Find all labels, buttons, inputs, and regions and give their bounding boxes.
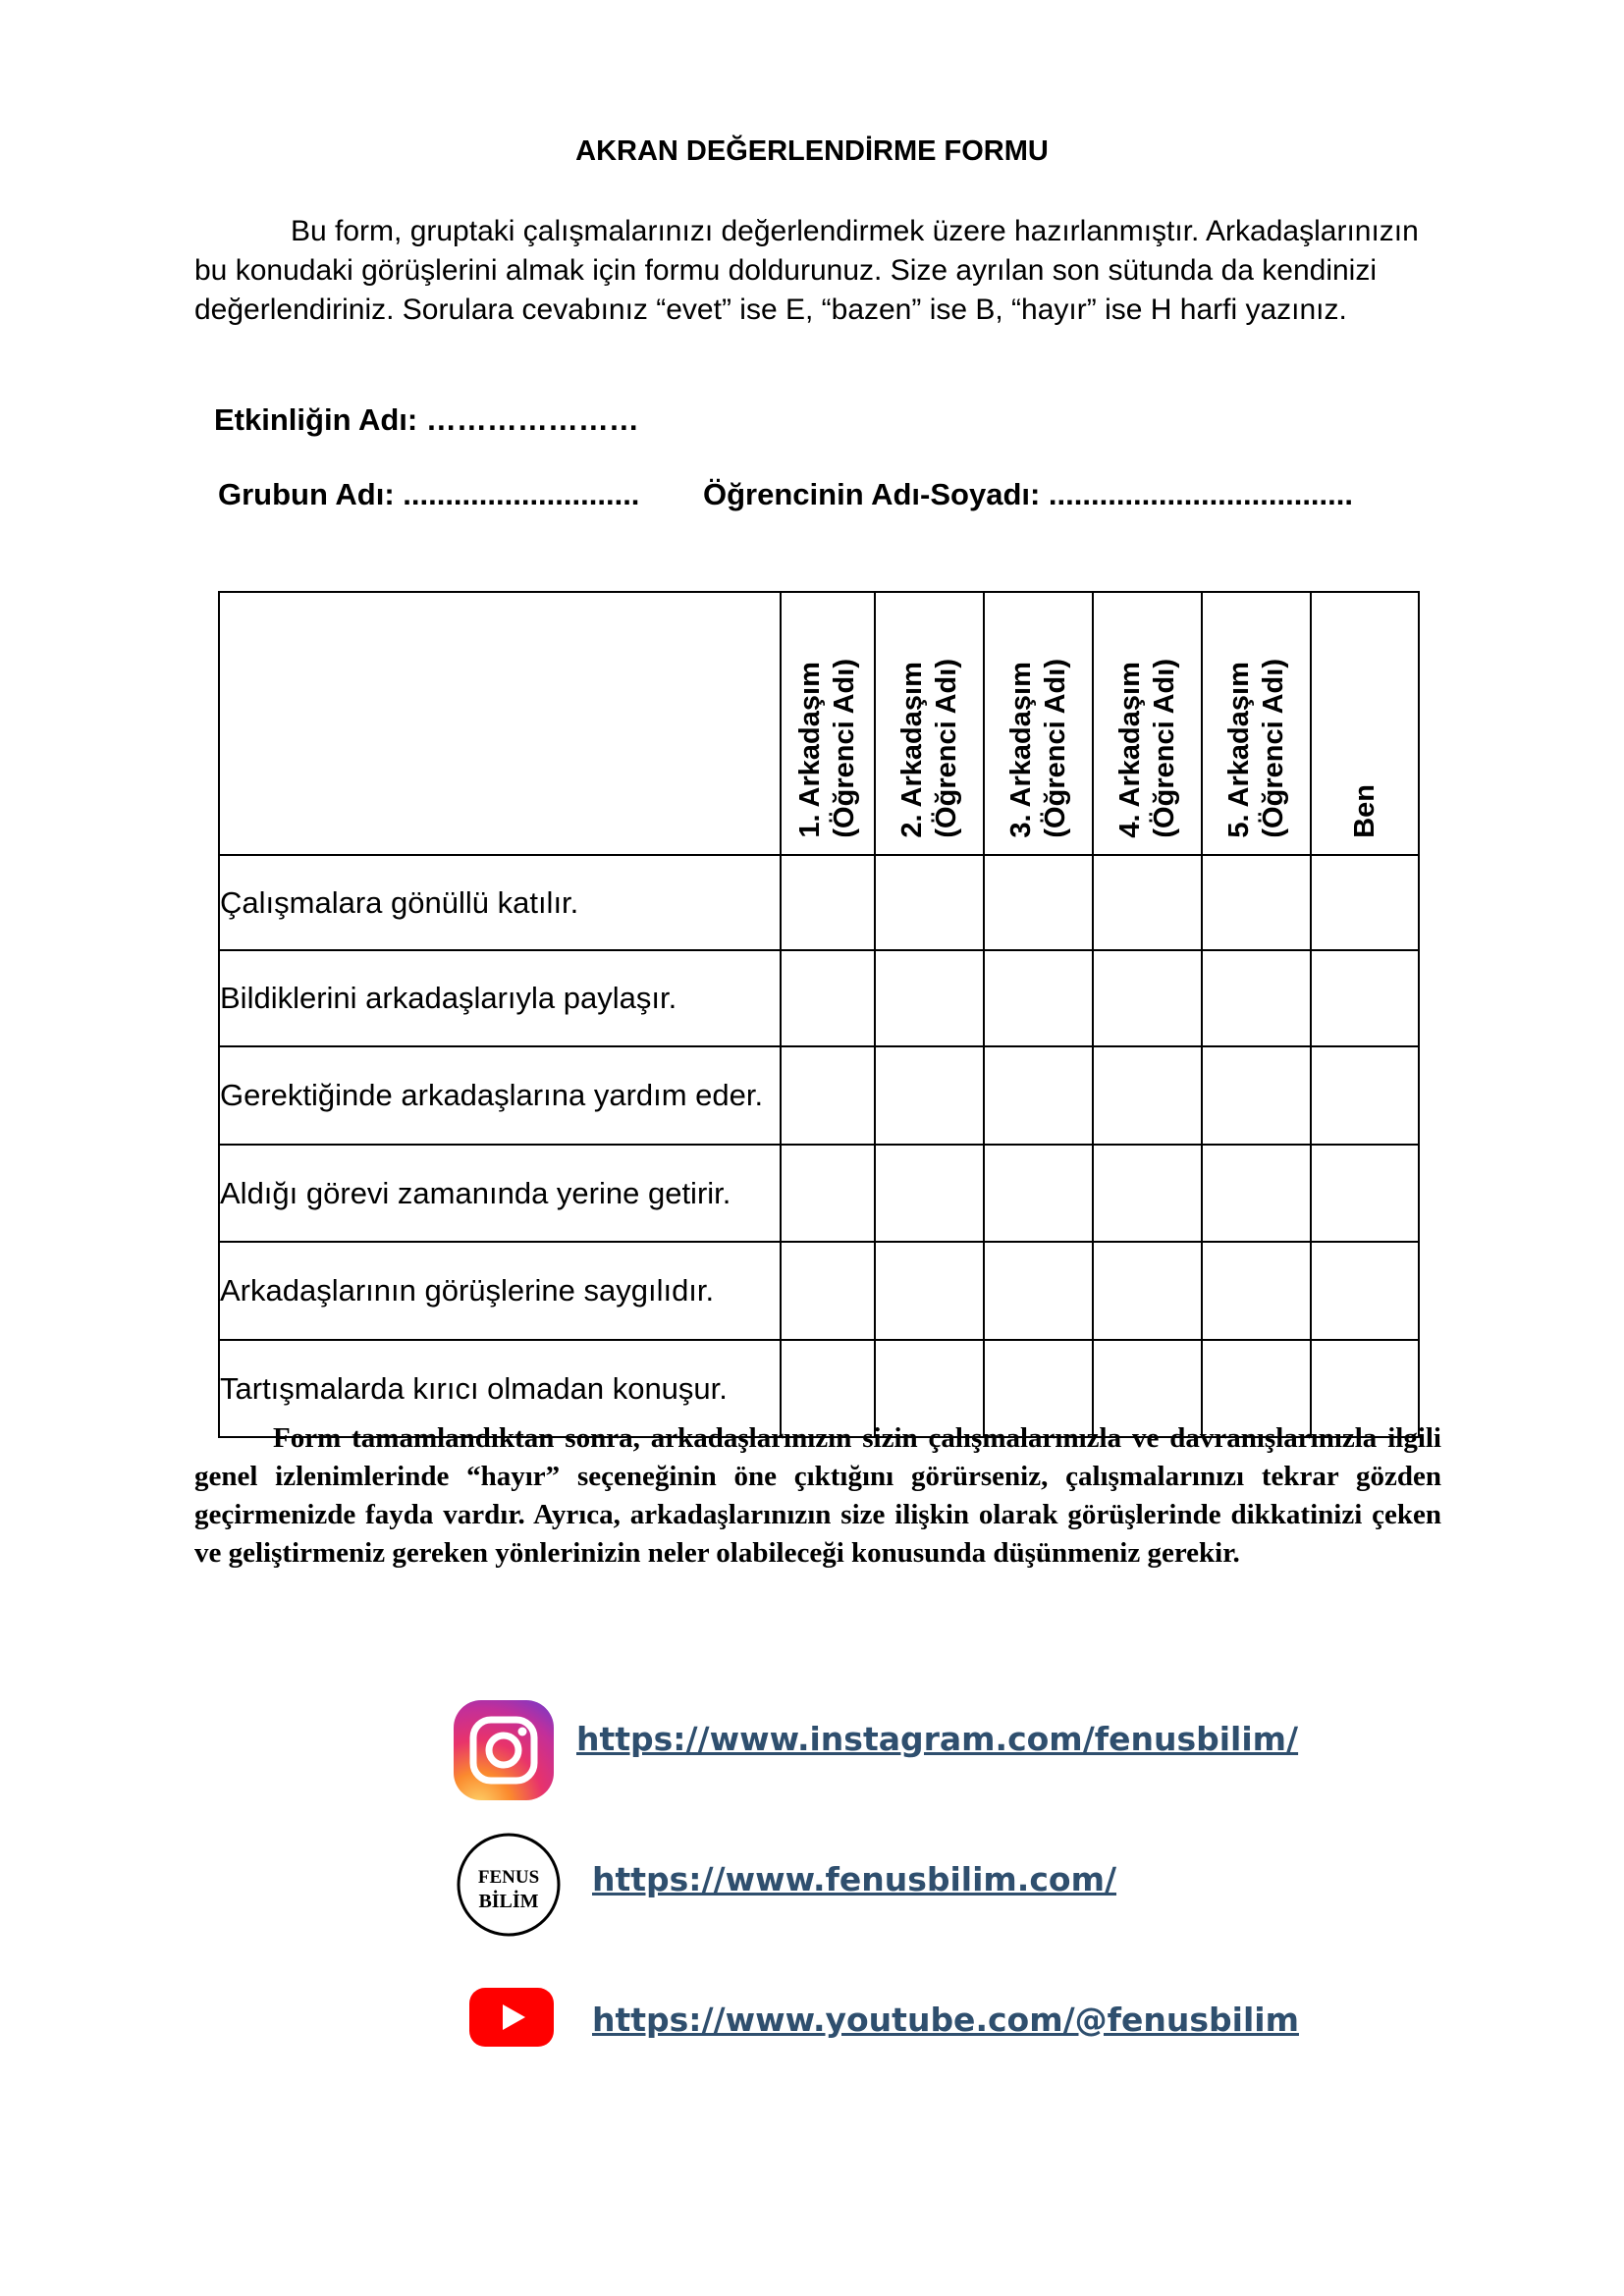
answer-cell[interactable] [1093, 855, 1202, 950]
answer-cell[interactable] [781, 1145, 875, 1242]
answer-cell[interactable] [875, 855, 984, 950]
answer-cell[interactable] [1093, 950, 1202, 1046]
answer-cell[interactable] [1311, 1145, 1419, 1242]
footer-paragraph [194, 1419, 1441, 1573]
instagram-icon [452, 1698, 556, 1802]
header-friend-4: 4. Arkadaşım (Öğrenci Adı) [1093, 592, 1202, 855]
criterion-cell: Aldığı görevi zamanında yerine getirir. [219, 1145, 781, 1242]
header-blank-cell [219, 592, 781, 855]
table-row [219, 950, 1419, 1046]
answer-cell[interactable] [984, 855, 1093, 950]
header-friend-2: 2. Arkadaşım (Öğrenci Adı) [875, 592, 984, 855]
form-title: AKRAN DEĞERLENDİRME FORMU [575, 135, 1049, 167]
group-name-field: Grubun Adı: ............................ [218, 477, 640, 511]
intro-text: Bu form, gruptaki çalışmalarınızı değerlendirmek üzere hazırlanmıştır. Arkadaşlarınızın bu konudaki görüşlerini almak için formu doldurunuz. Size ayrılan son sütunda da kendinizi değerlendiriniz. Sorulara cevabınız “evet” ise E, “bazen” ise B, “hayır” ise H harfi yazınız. [194, 215, 1419, 326]
answer-cell[interactable] [875, 1145, 984, 1242]
header-friend-3: 3. Arkadaşım (Öğrenci Adı) [984, 592, 1093, 855]
table-header-row [219, 592, 1419, 855]
peer-evaluation-table [218, 591, 1420, 1438]
svg-text:BİLİM: BİLİM [478, 1891, 539, 1912]
answer-cell[interactable] [781, 1242, 875, 1340]
criterion-cell: Gerektiğinde arkadaşlarına yardım eder. [219, 1046, 781, 1145]
fenusbilim-logo [456, 1832, 562, 1938]
answer-cell[interactable] [1311, 1046, 1419, 1145]
answer-cell[interactable] [1202, 1145, 1311, 1242]
table-row [219, 1046, 1419, 1145]
answer-cell[interactable] [1093, 1145, 1202, 1242]
answer-cell[interactable] [1093, 1242, 1202, 1340]
answer-cell[interactable] [1202, 950, 1311, 1046]
answer-cell[interactable] [1202, 1046, 1311, 1145]
answer-cell[interactable] [984, 1145, 1093, 1242]
table-row [219, 1242, 1419, 1340]
answer-cell[interactable] [781, 950, 875, 1046]
activity-name-field: Etkinliğin Adı: ………………… [214, 402, 639, 437]
answer-cell[interactable] [875, 1046, 984, 1145]
answer-cell[interactable] [1311, 1242, 1419, 1340]
header-friend-1: 1. Arkadaşım (Öğrenci Adı) [781, 592, 875, 855]
youtube-link[interactable]: https://www.youtube.com/@fenusbilim [592, 2001, 1299, 2039]
answer-cell[interactable] [984, 950, 1093, 1046]
criterion-cell: Bildiklerini arkadaşlarıyla paylaşır. [219, 950, 781, 1046]
answer-cell[interactable] [984, 1046, 1093, 1145]
intro-paragraph [194, 212, 1441, 330]
answer-cell[interactable] [781, 855, 875, 950]
website-link[interactable]: https://www.fenusbilim.com/ [592, 1860, 1117, 1898]
svg-text:FENUS: FENUS [477, 1867, 540, 1888]
header-self: Ben [1311, 592, 1419, 855]
student-name-field: Öğrencinin Adı-Soyadı: .................................... [703, 477, 1353, 511]
answer-cell[interactable] [875, 950, 984, 1046]
answer-cell[interactable] [1202, 855, 1311, 950]
answer-cell[interactable] [1093, 1046, 1202, 1145]
answer-cell[interactable] [781, 1046, 875, 1145]
header-friend-5: 5. Arkadaşım (Öğrenci Adı) [1202, 592, 1311, 855]
answer-cell[interactable] [1311, 855, 1419, 950]
table-row [219, 1145, 1419, 1242]
criterion-cell: Tartışmalarda kırıcı olmadan konuşur. [219, 1340, 781, 1437]
instagram-link[interactable]: https://www.instagram.com/fenusbilim/ [576, 1720, 1299, 1758]
criterion-cell: Arkadaşlarının görüşlerine saygılıdır. [219, 1242, 781, 1340]
answer-cell[interactable] [875, 1242, 984, 1340]
answer-cell[interactable] [984, 1242, 1093, 1340]
table-row [219, 855, 1419, 950]
criterion-cell: Çalışmalara gönüllü katılır. [219, 855, 781, 950]
footer-text: Form tamamlandıktan sonra, arkadaşlarınızın sizin çalışmalarınızla ve davranışlarınızla ilgili genel izlenimlerinde “hayır” seçeneğinin öne çıktığını görürseniz, çalışmalarınızı tekrar gözden geçirmenizde fayda vardır. Ayrıca, arkadaşlarınızın size ilişkin olarak görüşlerinde dikkatinizi çeken ve geliştirmeniz gereken yönlerinizin neler olabileceği konusunda düşünmeniz gerekir. [194, 1422, 1441, 1569]
answer-cell[interactable] [1311, 950, 1419, 1046]
youtube-icon [469, 1988, 554, 2047]
answer-cell[interactable] [1202, 1242, 1311, 1340]
